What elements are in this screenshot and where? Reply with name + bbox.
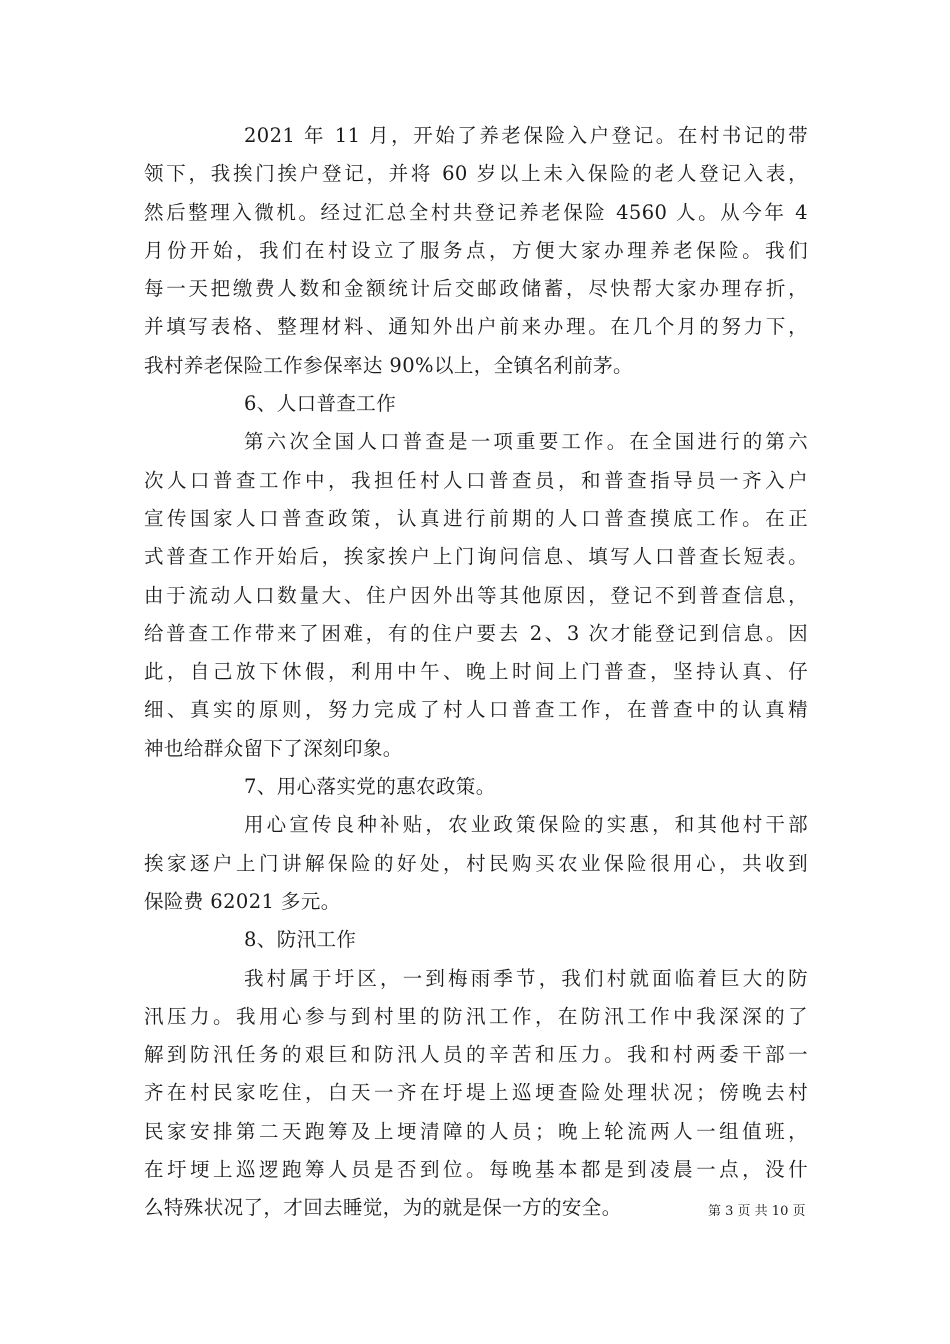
text-line: 7、用心落实党的惠农政策。 [244, 775, 496, 799]
section-heading [144, 768, 808, 806]
text-line: 汛压力。我用心参与到村里的防汛工作，在防汛工作中我深深的了 [144, 1004, 808, 1028]
text-line: 细、真实的原则，努力完成了村人口普查工作，在普查中的认真精 [144, 698, 808, 722]
text-line: 领下，我挨门挨户登记，并将 60 岁以上未入保险的老人登记入表， [144, 162, 808, 186]
paragraph [144, 423, 808, 768]
text-line: 么特殊状况了，才回去睡觉，为的就是保一方的安全。 [144, 1196, 622, 1220]
text-line: 8、防汛工作 [244, 928, 357, 952]
text-line: 我村属于圩区，一到梅雨季节，我们村就面临着巨大的防 [244, 966, 808, 990]
text-line: 齐在村民家吃住，白天一齐在圩堤上巡埂查险处理状况；傍晚去村 [144, 1081, 808, 1105]
text-line: 在圩埂上巡逻跑筹人员是否到位。每晚基本都是到凌晨一点，没什 [144, 1158, 808, 1182]
text-line: 我村养老保险工作参保率达 90%以上，全镇名利前茅。 [144, 353, 633, 377]
text-line: 6、人口普查工作 [244, 392, 397, 416]
paragraph [144, 117, 808, 385]
section-heading [144, 921, 808, 959]
page-number: 第 3 页 共 10 页 [708, 1204, 806, 1219]
text-line: 用心宣传良种补贴，农业政策保险的实惠，和其他村干部 [244, 813, 808, 837]
text-line: 月份开始，我们在村设立了服务点，方便大家办理养老保险。我们 [144, 238, 808, 262]
text-line: 式普查工作开始后，挨家挨户上门询问信息、填写人口普查长短表。 [144, 545, 808, 569]
text-line: 保险费 62021 多元。 [144, 889, 341, 913]
text-line: 此，自己放下休假，利用中午、晚上时间上门普查，坚持认真、仔 [144, 660, 808, 684]
text-line: 解到防汛任务的艰巨和防汛人员的辛苦和压力。我和村两委干部一 [144, 1043, 808, 1067]
paragraph [144, 960, 808, 1228]
text-line: 民家安排第二天跑筹及上埂清障的人员；晚上轮流两人一组值班， [144, 1119, 808, 1143]
section-heading [144, 385, 808, 423]
text-line: 给普查工作带来了困难，有的住户要去 2、3 次才能登记到信息。因 [144, 621, 808, 645]
paragraph [144, 806, 808, 921]
text-line: 神也给群众留下了深刻印象。 [144, 736, 403, 760]
text-line: 2021 年 11 月，开始了养老保险入户登记。在村书记的带 [244, 124, 808, 147]
text-line: 然后整理入微机。经过汇总全村共登记养老保险 4560 人。从今年 4 [144, 200, 808, 224]
text-line: 并填写表格、整理材料、通知外出户前来办理。在几个月的努力下， [144, 315, 808, 339]
text-line: 次人口普查工作中，我担任村人口普查员，和普查指导员一齐入户 [144, 468, 808, 492]
text-line: 由于流动人口数量大、住户因外出等其他原因，登记不到普查信息， [144, 583, 808, 607]
text-line: 宣传国家人口普查政策，认真进行前期的人口普查摸底工作。在正 [144, 506, 808, 530]
text-line: 每一天把缴费人数和金额统计后交邮政储蓄，尽快帮大家办理存折， [144, 277, 808, 301]
text-line: 挨家逐户上门讲解保险的好处，村民购买农业保险很用心，共收到 [144, 851, 808, 875]
text-line: 第六次全国人口普查是一项重要工作。在全国进行的第六 [244, 430, 808, 454]
document-body [144, 117, 808, 1228]
